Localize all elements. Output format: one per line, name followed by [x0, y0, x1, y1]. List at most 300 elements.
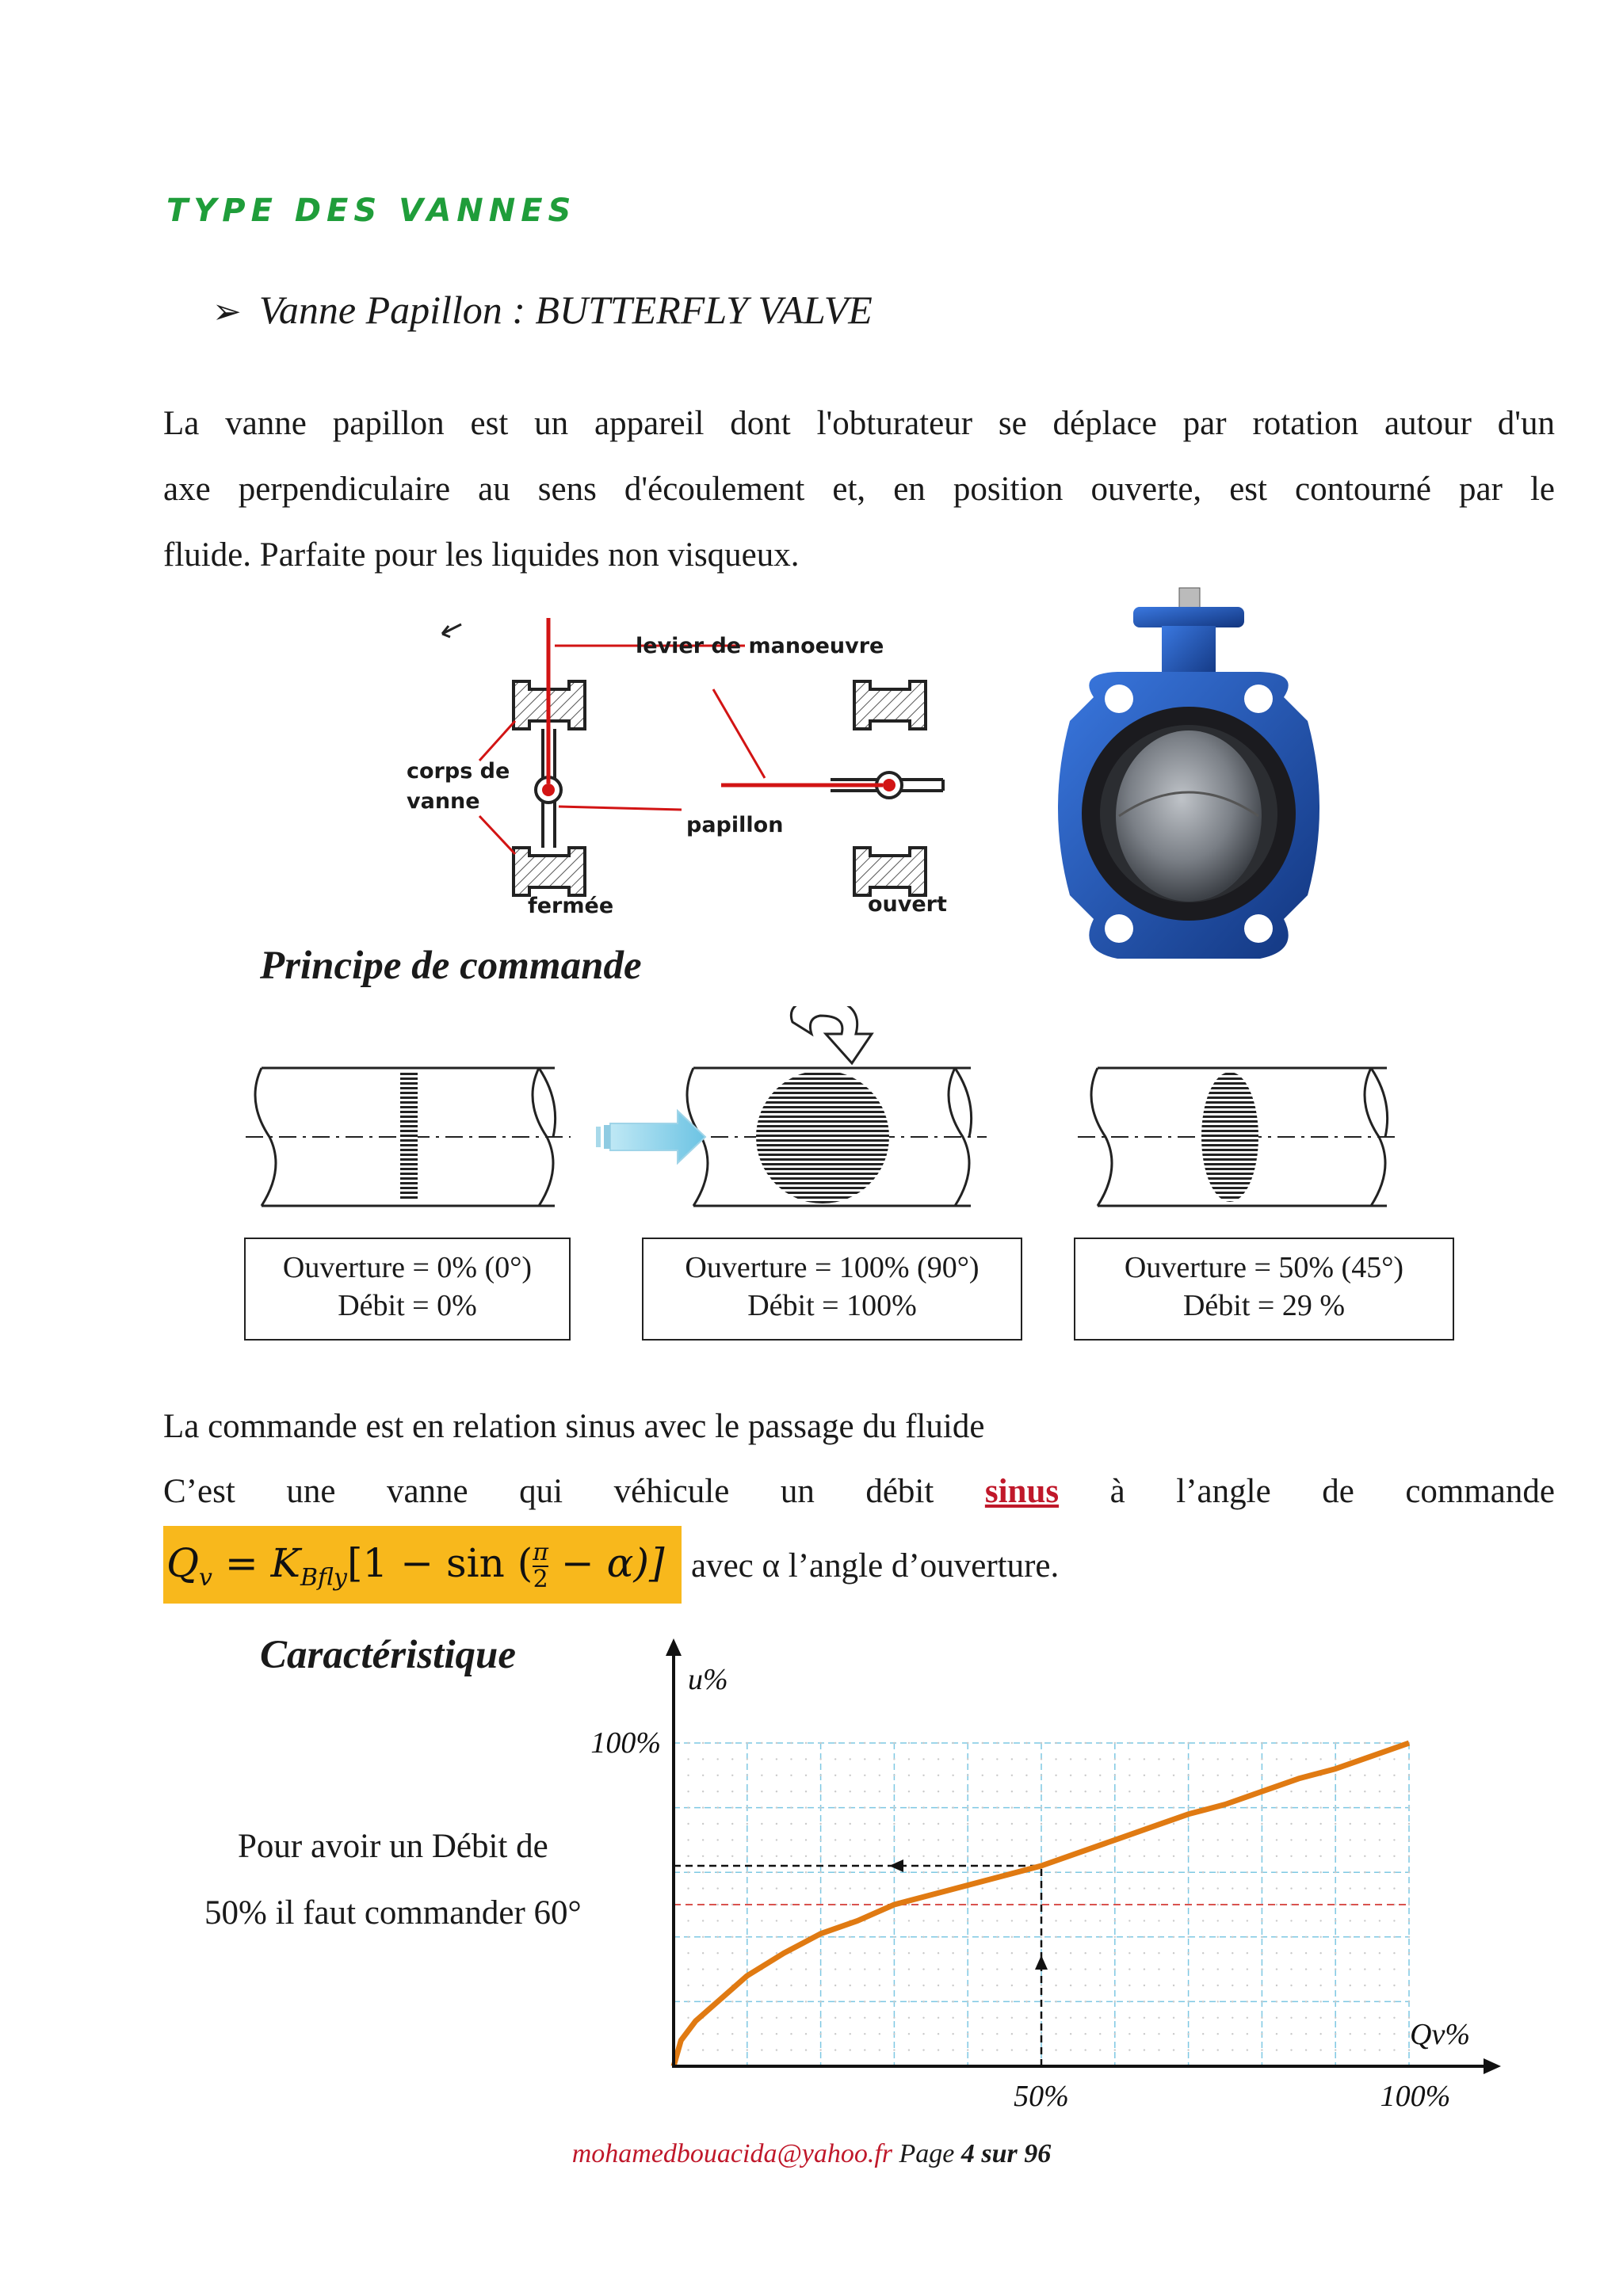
grid-dot: [1011, 1985, 1013, 1986]
grid-dot: [1393, 1839, 1395, 1840]
grid-dot: [1364, 2049, 1365, 2050]
grid-dot: [922, 2049, 924, 2050]
grid-dot: [1408, 1775, 1410, 1776]
grid-dot: [1202, 1936, 1204, 1938]
grid-dot: [1232, 2049, 1233, 2050]
grid-dot: [1217, 1887, 1219, 1889]
grid-dot: [879, 1855, 880, 1857]
grid-dot: [1158, 1920, 1159, 1921]
grid-dot: [1261, 1806, 1262, 1808]
footer-email: mohamedbouacida@yahoo.fr: [571, 2139, 893, 2168]
grid-dot: [819, 2000, 821, 2002]
grid-dot: [731, 1887, 733, 1889]
grid-dot: [1217, 1855, 1219, 1857]
grid-dot: [1261, 1775, 1262, 1776]
grid-dot: [1364, 1839, 1365, 1840]
grid-dot: [790, 2017, 792, 2019]
formula-pi: π: [533, 1539, 548, 1566]
grid-dot: [908, 1968, 910, 1970]
grid-dot: [1084, 1985, 1086, 1986]
grid-dot: [805, 1758, 807, 1760]
grid-dot: [1261, 1936, 1262, 1938]
grid-dot: [922, 1758, 924, 1760]
grid-dot: [1261, 2017, 1262, 2019]
grid-dot: [1187, 1806, 1189, 1808]
grid-dot: [1335, 1985, 1336, 1986]
grid-dot: [952, 1952, 953, 1954]
grid-dot: [850, 1758, 851, 1760]
grid-dot: [864, 2049, 865, 2050]
grid-dot: [996, 1952, 998, 1954]
grid-dot: [1114, 1742, 1116, 1744]
word: l’angle: [1176, 1473, 1271, 1510]
grid-dot: [1055, 1806, 1056, 1808]
grid-dot: [864, 1952, 865, 1954]
grid-dot: [1247, 1855, 1248, 1857]
grid-dot: [1187, 1742, 1189, 1744]
grid-dot: [1011, 1839, 1013, 1840]
butterfly-valve-photo: [1046, 578, 1331, 1030]
grid-dot: [716, 1936, 718, 1938]
grid-dot: [1128, 1839, 1130, 1840]
grid-dot: [908, 1855, 910, 1857]
grid-dot: [1099, 1791, 1101, 1792]
grid-dot: [1364, 1775, 1365, 1776]
grid-dot: [1335, 1871, 1336, 1873]
grid-dot: [1025, 1806, 1027, 1808]
grid-dot: [952, 2049, 953, 2050]
grid-dot: [1099, 2033, 1101, 2035]
grid-dot: [1084, 2017, 1086, 2019]
intro-line-2: axe perpendiculaire au sens d'écoulement et, en position ouverte, est contourné par le: [163, 471, 1555, 508]
grid-dot: [819, 1758, 821, 1760]
grid-dot: [761, 1855, 762, 1857]
grid-dot: [1305, 1936, 1307, 1938]
grid-dot: [1114, 1758, 1116, 1760]
grid-dot: [731, 2017, 733, 2019]
grid-dot: [1025, 1985, 1027, 1986]
grid-dot: [1158, 1855, 1159, 1857]
grid-dot: [702, 1758, 704, 1760]
grid-dot: [747, 2017, 748, 2019]
pipe-closed: [246, 1068, 571, 1206]
grid-dot: [819, 1952, 821, 1954]
grid-dot: [790, 1823, 792, 1825]
grid-dot: [1187, 2017, 1189, 2019]
grid-dot: [1261, 1855, 1262, 1857]
grid-dot: [879, 1758, 880, 1760]
grid-dot: [850, 1742, 851, 1744]
grid-dot: [1187, 1936, 1189, 1938]
grid-dot: [819, 2033, 821, 2035]
grid-dot: [864, 1791, 865, 1792]
grid-dot: [1128, 1791, 1130, 1792]
grid-dot: [879, 2017, 880, 2019]
grid-dot: [1128, 1952, 1130, 1954]
grid-dot: [864, 2033, 865, 2035]
grid-dot: [1379, 1775, 1381, 1776]
grid-dot: [1099, 1775, 1101, 1776]
grid-dot: [687, 1823, 689, 1825]
grid-dot: [1128, 1936, 1130, 1938]
grid-dot: [1055, 1887, 1056, 1889]
grid-dot: [908, 1920, 910, 1921]
grid-dot: [687, 1791, 689, 1792]
grid-dot: [1393, 1806, 1395, 1808]
grid-dot: [1128, 1985, 1130, 1986]
grid-dot: [967, 1952, 968, 1954]
grid-dot: [731, 1936, 733, 1938]
grid-dot: [1055, 2000, 1056, 2002]
word: de: [1322, 1473, 1354, 1510]
grid-dot: [879, 2049, 880, 2050]
grid-dot: [1173, 2017, 1174, 2019]
grid-dot: [716, 2049, 718, 2050]
grid-dot: [850, 1855, 851, 1857]
grid-dot: [776, 1758, 777, 1760]
grid-dot: [790, 1775, 792, 1776]
grid-dot: [1305, 2033, 1307, 2035]
grid-dot: [1070, 1839, 1071, 1840]
grid-dot: [1305, 1952, 1307, 1954]
caption-closed-line1: Ouverture = 0% (0°): [282, 1251, 533, 1284]
grid-dot: [864, 1936, 865, 1938]
grid-dot: [1393, 1742, 1395, 1744]
grid-dot: [1217, 2000, 1219, 2002]
grid-dot: [1114, 1936, 1116, 1938]
grid-dot: [1364, 1742, 1365, 1744]
grid-dot: [1099, 1952, 1101, 1954]
grid-dot: [805, 1871, 807, 1873]
grid-dot: [1379, 1758, 1381, 1760]
grid-dot: [938, 2000, 939, 2002]
grid-dot: [1247, 1968, 1248, 1970]
grid-dot: [967, 1871, 968, 1873]
grid-dot: [922, 1952, 924, 1954]
grid-dot: [1055, 1742, 1056, 1744]
formula-k-sub: Bfly: [300, 1564, 348, 1592]
grid-dot: [1114, 1887, 1116, 1889]
grid-dot: [1393, 1952, 1395, 1954]
grid-dot: [922, 1775, 924, 1776]
grid-dot: [938, 1871, 939, 1873]
grid-dot: [952, 1758, 953, 1760]
grid-dot: [747, 1968, 748, 1970]
grid-dot: [1276, 1920, 1277, 1921]
grid-dot: [1379, 2000, 1381, 2002]
grid-dot: [1217, 1758, 1219, 1760]
grid-dot: [1187, 1952, 1189, 1954]
grid-dot: [1099, 1920, 1101, 1921]
grid-dot: [776, 1968, 777, 1970]
grid-dot: [1335, 1806, 1336, 1808]
grid-dot: [1232, 1806, 1233, 1808]
grid-dot: [1202, 1855, 1204, 1857]
grid-dot: [1379, 1791, 1381, 1792]
grid-dot: [761, 1920, 762, 1921]
grid-dot: [776, 1742, 777, 1744]
grid-dot: [1319, 1839, 1321, 1840]
grid-dot: [1202, 1871, 1204, 1873]
grid-dot: [1276, 1775, 1277, 1776]
grid-dot: [790, 2049, 792, 2050]
grid-dot: [1305, 1839, 1307, 1840]
grid-dot: [819, 1791, 821, 1792]
grid-dot: [1070, 1887, 1071, 1889]
grid-dot: [1276, 1823, 1277, 1825]
grid-dot: [952, 2000, 953, 2002]
grid-dot: [1202, 1920, 1204, 1921]
grid-dot: [1173, 1823, 1174, 1825]
grid-dot: [1290, 1758, 1292, 1760]
grid-dot: [1084, 1758, 1086, 1760]
grid-dot: [790, 1920, 792, 1921]
grid-dot: [893, 1936, 895, 1938]
grid-dot: [1070, 1985, 1071, 1986]
grid-dot: [1173, 2000, 1174, 2002]
grid-dot: [687, 1775, 689, 1776]
grid-dot: [1408, 2000, 1410, 2002]
grid-dot: [1335, 1855, 1336, 1857]
grid-dot: [834, 2049, 836, 2050]
grid-dot: [922, 1936, 924, 1938]
grid-dot: [922, 2017, 924, 2019]
grid-dot: [790, 1791, 792, 1792]
grid-dot: [1217, 1871, 1219, 1873]
grid-dot: [879, 1968, 880, 1970]
grid-dot: [1187, 1839, 1189, 1840]
grid-dot: [938, 1887, 939, 1889]
grid-dot: [879, 1806, 880, 1808]
grid-dot: [952, 1791, 953, 1792]
grid-dot: [805, 2017, 807, 2019]
grid-dot: [1158, 2033, 1159, 2035]
grid-dot: [1084, 2000, 1086, 2002]
grid-dot: [893, 1791, 895, 1792]
grid-dot: [1144, 1839, 1145, 1840]
grid-dot: [1364, 1952, 1365, 1954]
grid-dot: [1011, 1758, 1013, 1760]
grid-dot: [1041, 1839, 1042, 1840]
grid-dot: [1232, 1742, 1233, 1744]
grid-dot: [716, 1839, 718, 1840]
grid-dot: [850, 1823, 851, 1825]
grid-dot: [1217, 1904, 1219, 1905]
grid-dot: [761, 1823, 762, 1825]
grid-dot: [687, 1968, 689, 1970]
grid-dot: [967, 2000, 968, 2002]
grid-dot: [747, 1985, 748, 1986]
vehicule-line: [163, 1472, 1555, 1511]
grid-dot: [731, 1839, 733, 1840]
grid-dot: [1202, 1742, 1204, 1744]
grid-dot: [702, 2033, 704, 2035]
grid-dot: [1319, 1968, 1321, 1970]
grid-dot: [834, 1985, 836, 1986]
grid-dot: [879, 1791, 880, 1792]
grid-dot: [996, 1855, 998, 1857]
grid-dot: [790, 1936, 792, 1938]
grid-dot: [1041, 1936, 1042, 1938]
grid-dot: [1379, 1936, 1381, 1938]
grid-dot: [731, 1968, 733, 1970]
grid-dot: [834, 1775, 836, 1776]
grid-dot: [1025, 1887, 1027, 1889]
grid-dot: [1290, 1887, 1292, 1889]
grid-dot: [1144, 2049, 1145, 2050]
grid-dot: [687, 1920, 689, 1921]
grid-dot: [1232, 1887, 1233, 1889]
grid-dot: [1305, 1791, 1307, 1792]
grid-dot: [805, 1855, 807, 1857]
grid-dot: [908, 2000, 910, 2002]
grid-dot: [776, 1952, 777, 1954]
grid-dot: [1173, 1758, 1174, 1760]
grid-dot: [1025, 1742, 1027, 1744]
grid-dot: [731, 1952, 733, 1954]
grid-dot: [1084, 1968, 1086, 1970]
grid-dot: [819, 1775, 821, 1776]
grid-dot: [1070, 1758, 1071, 1760]
grid-dot: [908, 1985, 910, 1986]
grid-dot: [1128, 1855, 1130, 1857]
grid-dot: [1158, 1806, 1159, 1808]
grid-dot: [922, 1985, 924, 1986]
grid-dot: [996, 1791, 998, 1792]
grid-dot: [1144, 1855, 1145, 1857]
grid-dot: [864, 1855, 865, 1857]
grid-dot: [790, 1758, 792, 1760]
grid-dot: [1158, 1985, 1159, 1986]
grid-dot: [908, 1887, 910, 1889]
grid-dot: [716, 1742, 718, 1744]
grid-dot: [1114, 1806, 1116, 1808]
grid-dot: [747, 2033, 748, 2035]
grid-dot: [1025, 1920, 1027, 1921]
grid-dot: [1335, 1823, 1336, 1825]
principe-heading: Principe de commande: [260, 944, 642, 988]
grid-dot: [819, 1871, 821, 1873]
grid-dot: [1084, 1839, 1086, 1840]
grid-dot: [908, 1936, 910, 1938]
grid-dot: [1350, 1887, 1351, 1889]
grid-dot: [790, 1806, 792, 1808]
grid-dot: [761, 2033, 762, 2035]
grid-dot: [1276, 1985, 1277, 1986]
grid-dot: [790, 1871, 792, 1873]
grid-dot: [1187, 1791, 1189, 1792]
grid-dot: [687, 1952, 689, 1954]
grid-dot: [1187, 1985, 1189, 1986]
grid-dot: [893, 2049, 895, 2050]
grid-dot: [790, 1855, 792, 1857]
grid-dot: [776, 1791, 777, 1792]
grid-dot: [702, 1985, 704, 1986]
grid-dot: [1217, 2033, 1219, 2035]
grid-dot: [1114, 1823, 1116, 1825]
grid-dot: [1393, 1968, 1395, 1970]
grid-dot: [790, 1904, 792, 1905]
grid-dot: [834, 1952, 836, 1954]
grid-dot: [1128, 1823, 1130, 1825]
grid-dot: [1232, 1855, 1233, 1857]
formula-k: K: [270, 1540, 300, 1586]
grid-dot: [687, 1839, 689, 1840]
grid-dot: [805, 1823, 807, 1825]
grid-dot: [1379, 1855, 1381, 1857]
grid-dot: [1335, 1904, 1336, 1905]
label-papillon: papillon: [686, 813, 784, 837]
grid-dot: [1232, 1952, 1233, 1954]
grid-dot: [1247, 2017, 1248, 2019]
grid-dot: [1128, 2033, 1130, 2035]
grid-dot: [1335, 1968, 1336, 1970]
grid-dot: [834, 2000, 836, 2002]
grid-dot: [1070, 2000, 1071, 2002]
grid-dot: [687, 1985, 689, 1986]
grid-dot: [1084, 1855, 1086, 1857]
grid-dot: [1158, 1791, 1159, 1792]
grid-dot: [1350, 1839, 1351, 1840]
grid-dot: [1070, 1775, 1071, 1776]
grid-dot: [716, 1791, 718, 1792]
grid-dot: [1041, 1806, 1042, 1808]
grid-dot: [1187, 1758, 1189, 1760]
grid-dot: [864, 1806, 865, 1808]
grid-dot: [1128, 1920, 1130, 1921]
grid-dot: [1350, 2049, 1351, 2050]
word: à: [1109, 1473, 1125, 1510]
caption-open-line2: Débit = 100%: [747, 1289, 917, 1322]
grid-dot: [1364, 1823, 1365, 1825]
grid-dot: [1276, 1968, 1277, 1970]
grid-dot: [790, 2033, 792, 2035]
grid-dot: [834, 1839, 836, 1840]
grid-dot: [776, 1855, 777, 1857]
grid-dot: [908, 1806, 910, 1808]
grid-dot: [1041, 1985, 1042, 1986]
grid-dot: [893, 1871, 895, 1873]
grid-dot: [1114, 1985, 1116, 1986]
grid-dot: [1290, 1952, 1292, 1954]
grid-dot: [1379, 1952, 1381, 1954]
grid-dot: [996, 1887, 998, 1889]
grid-dot: [893, 2017, 895, 2019]
grid-dot: [908, 2049, 910, 2050]
grid-dot: [850, 2033, 851, 2035]
grid-dot: [776, 1775, 777, 1776]
grid-dot: [982, 1823, 983, 1825]
grid-dot: [1335, 2017, 1336, 2019]
bullet-arrow-icon: ➢: [212, 292, 242, 331]
grid-dot: [996, 1758, 998, 1760]
grid-dot: [908, 1791, 910, 1792]
grid-dot: [702, 2049, 704, 2050]
grid-dot: [1144, 1791, 1145, 1792]
grid-dot: [1350, 1920, 1351, 1921]
grid-dot: [1055, 2033, 1056, 2035]
grid-dot: [1070, 1806, 1071, 1808]
grid-dot: [731, 2049, 733, 2050]
grid-dot: [1114, 1952, 1116, 1954]
grid-dot: [1261, 2049, 1262, 2050]
grid-dot: [1232, 1871, 1233, 1873]
grid-dot: [805, 1742, 807, 1744]
grid-dot: [1276, 1839, 1277, 1840]
grid-dot: [761, 1952, 762, 1954]
grid-dot: [747, 2000, 748, 2002]
grid-dot: [805, 1952, 807, 1954]
